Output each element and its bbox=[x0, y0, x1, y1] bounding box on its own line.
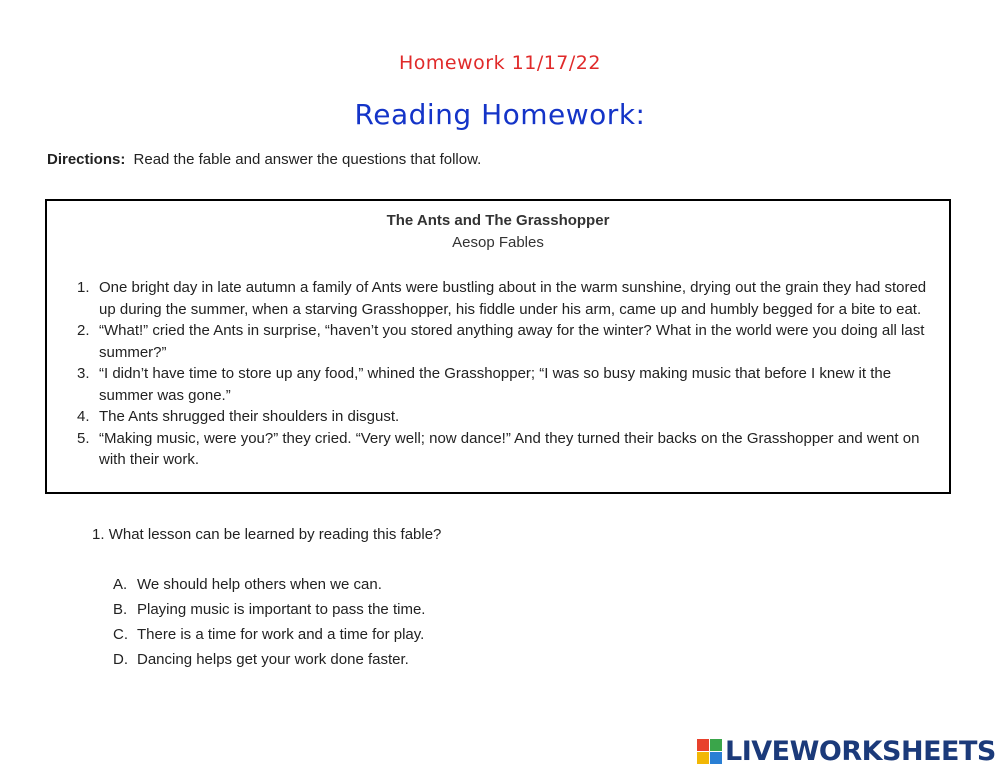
directions-label: Directions: bbox=[47, 151, 126, 168]
answer-option-b[interactable] bbox=[113, 600, 425, 625]
fable-paragraph bbox=[69, 428, 945, 471]
homework-date-heading: Homework 11/17/22 bbox=[399, 52, 601, 74]
paragraph-number: 5. bbox=[77, 429, 90, 447]
option-text: Dancing helps get your work done faster. bbox=[137, 651, 409, 668]
fable-paragraph bbox=[69, 277, 945, 320]
fable-paragraph bbox=[69, 406, 945, 428]
fable-paragraphs bbox=[69, 277, 945, 471]
paragraph-number: 4. bbox=[77, 408, 90, 425]
option-letter: D. bbox=[113, 651, 128, 668]
option-letter: A. bbox=[113, 576, 128, 593]
paragraph-number: 2. bbox=[77, 322, 90, 339]
logo-text: LIVEWORKSHEETS bbox=[725, 735, 996, 767]
answer-options bbox=[113, 575, 425, 675]
option-letter: C. bbox=[113, 626, 128, 643]
fable-box bbox=[45, 199, 951, 494]
liveworksheets-logo bbox=[697, 736, 996, 766]
paragraph-text: “What!” cried the Ants in surprise, “haven’t you stored anything away for the winter? What in the world were you doing all last summer?” bbox=[99, 322, 925, 361]
logo-square bbox=[710, 752, 722, 764]
fable-paragraph bbox=[69, 320, 945, 363]
liveworksheets-logo-icon bbox=[697, 739, 722, 764]
fable-title: The Ants and The Grasshopper bbox=[386, 212, 610, 229]
logo-square bbox=[697, 739, 709, 751]
answer-option-a[interactable] bbox=[113, 575, 425, 600]
paragraph-text: The Ants shrugged their shoulders in disgust. bbox=[99, 408, 400, 425]
paragraph-text: “I didn’t have time to store up any food,” whined the Grasshopper; “I was so busy making music that before I knew it the summer was gone.” bbox=[99, 365, 892, 404]
answer-option-c[interactable] bbox=[113, 625, 425, 650]
directions bbox=[47, 151, 481, 168]
option-letter: B. bbox=[113, 601, 128, 618]
option-text: There is a time for work and a time for play. bbox=[137, 626, 425, 643]
paragraph-text: “Making music, were you?” they cried. “Very well; now dance!” And they turned their backs on the Grasshopper and went on with their work. bbox=[99, 429, 920, 468]
answer-option-d[interactable] bbox=[113, 650, 425, 675]
question-text: What lesson can be learned by reading this fable? bbox=[108, 526, 442, 543]
question-number: 1. bbox=[92, 526, 105, 543]
option-text: We should help others when we can. bbox=[137, 576, 382, 593]
option-text: Playing music is important to pass the time. bbox=[137, 601, 426, 618]
fable-author: Aesop Fables bbox=[452, 234, 544, 251]
directions-text: Read the fable and answer the questions that follow. bbox=[133, 151, 482, 168]
logo-square bbox=[710, 739, 722, 751]
question-prompt bbox=[92, 526, 441, 543]
paragraph-number: 3. bbox=[77, 365, 90, 382]
paragraph-number: 1. bbox=[77, 279, 90, 296]
paragraph-text: One bright day in late autumn a family of Ants were bustling about in the warm sunshine, drying out the grain they had stored up during the summer, when a starving Grasshopper, his fiddle under his arm, came up and humbly begged for a bite to eat. bbox=[99, 279, 927, 318]
fable-paragraph bbox=[69, 363, 945, 406]
reading-homework-heading: Reading Homework: bbox=[354, 98, 646, 131]
logo-square bbox=[697, 752, 709, 764]
